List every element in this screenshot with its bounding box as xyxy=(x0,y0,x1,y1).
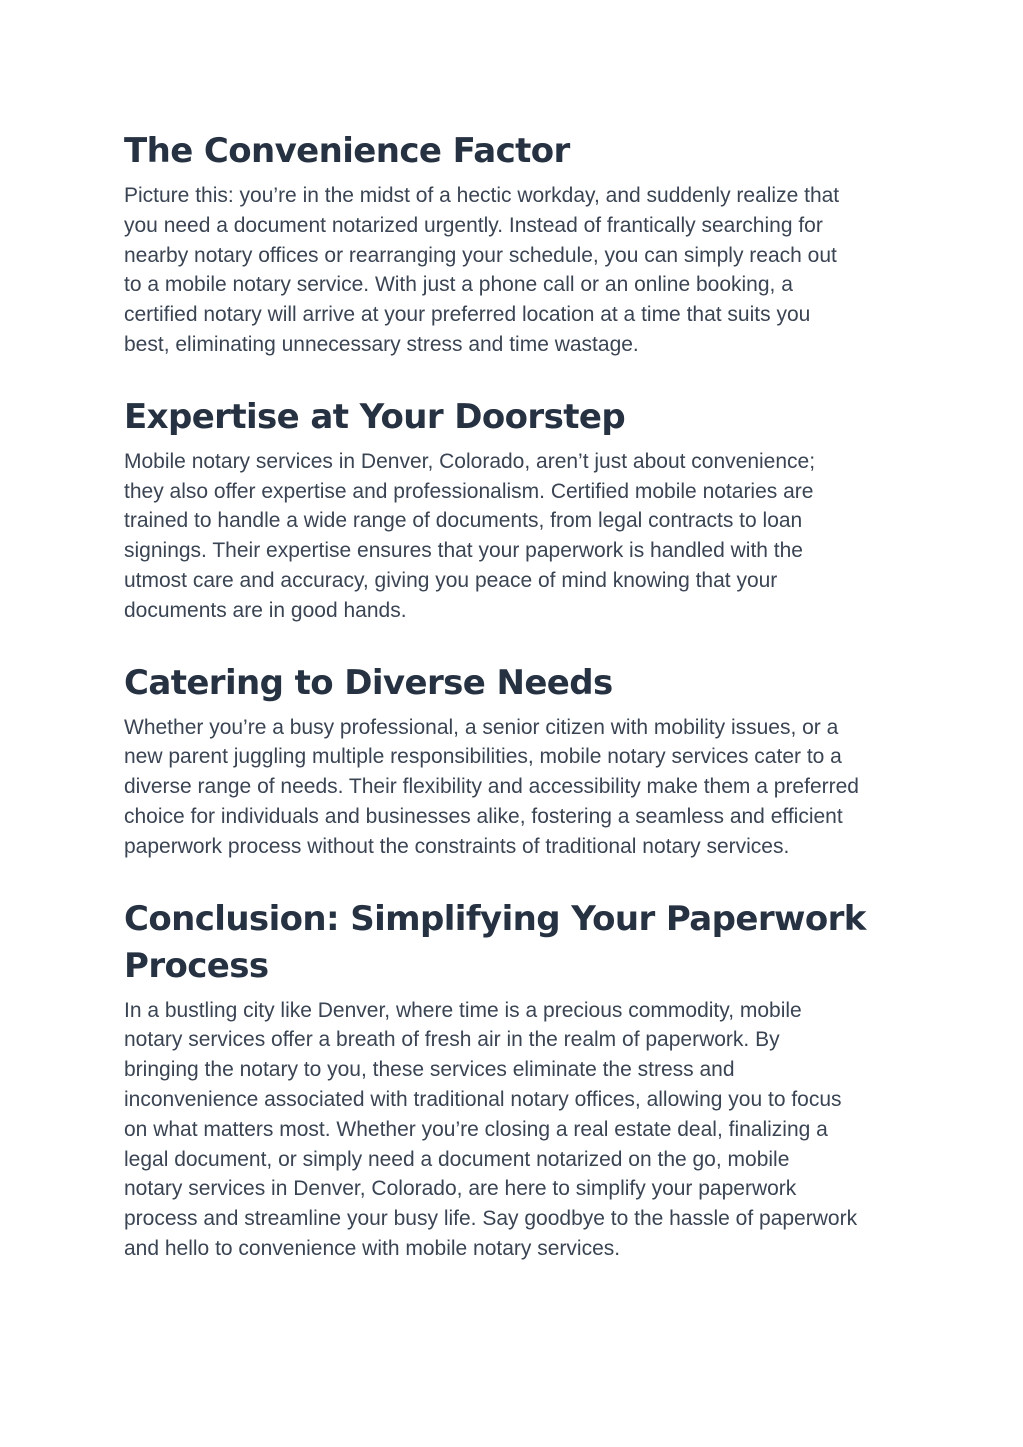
section-heading: The Convenience Factor xyxy=(124,131,570,171)
section-heading: Expertise at Your Doorstep xyxy=(124,396,626,437)
document-page xyxy=(124,128,914,1264)
section-catering-to-diverse-needs xyxy=(124,660,914,862)
section-paragraph: Whether you’re a busy professional, a senior citizen with mobility issues, or a new parent juggling multiple responsibilities, mobile notary services cater to a diverse range of needs. Their flexibility and accessibility make them a preferred choice for individuals and businesses alike, fostering a seamless and efficient paperwork process without the constraints of traditional notary services. xyxy=(124,715,859,858)
section-paragraph: Mobile notary services in Denver, Colorado, aren’t just about convenience; they also offer expertise and professionalism. Certified mobile notaries are trained to handle a wide range of documents, from legal contracts to loan signings. Their expertise ensures that your paperwork is handled with the utmost care and accuracy, giving you peace of mind knowing that your documents are in good hands. xyxy=(124,449,816,622)
section-paragraph: Picture this: you’re in the midst of a hectic workday, and suddenly realize that you need a document notarized urgently. Instead of frantically searching for nearby notary offices or rearranging your schedule, you can simply reach out to a mobile notary service. With just a phone call or an online booking, a certified notary will arrive at your preferred location at a time that suits you best, eliminating unnecessary stress and time wastage. xyxy=(124,184,840,356)
section-heading: Catering to Diverse Needs xyxy=(124,662,613,703)
section-expertise-at-your-doorstep xyxy=(124,394,914,626)
section-conclusion xyxy=(124,896,914,1264)
section-heading: Conclusion: Simplifying Your Paperwork Process xyxy=(124,898,866,986)
section-paragraph: In a bustling city like Denver, where time is a precious commodity, mobile notary services offer a breath of fresh air in the realm of paperwork. By bringing the notary to you, these services eliminate the stress and inconvenience associated with traditional notary offices, allowing you to focus on what matters most. Whether you’re closing a real estate deal, finalizing a legal document, or simply need a document notarized on the go, mobile notary services in Denver, Colorado, are here to simplify your paperwork process and streamline your busy life. Say goodbye to the hassle of paperwork and hello to convenience with mobile notary services. xyxy=(124,998,858,1260)
section-convenience-factor xyxy=(124,128,914,360)
